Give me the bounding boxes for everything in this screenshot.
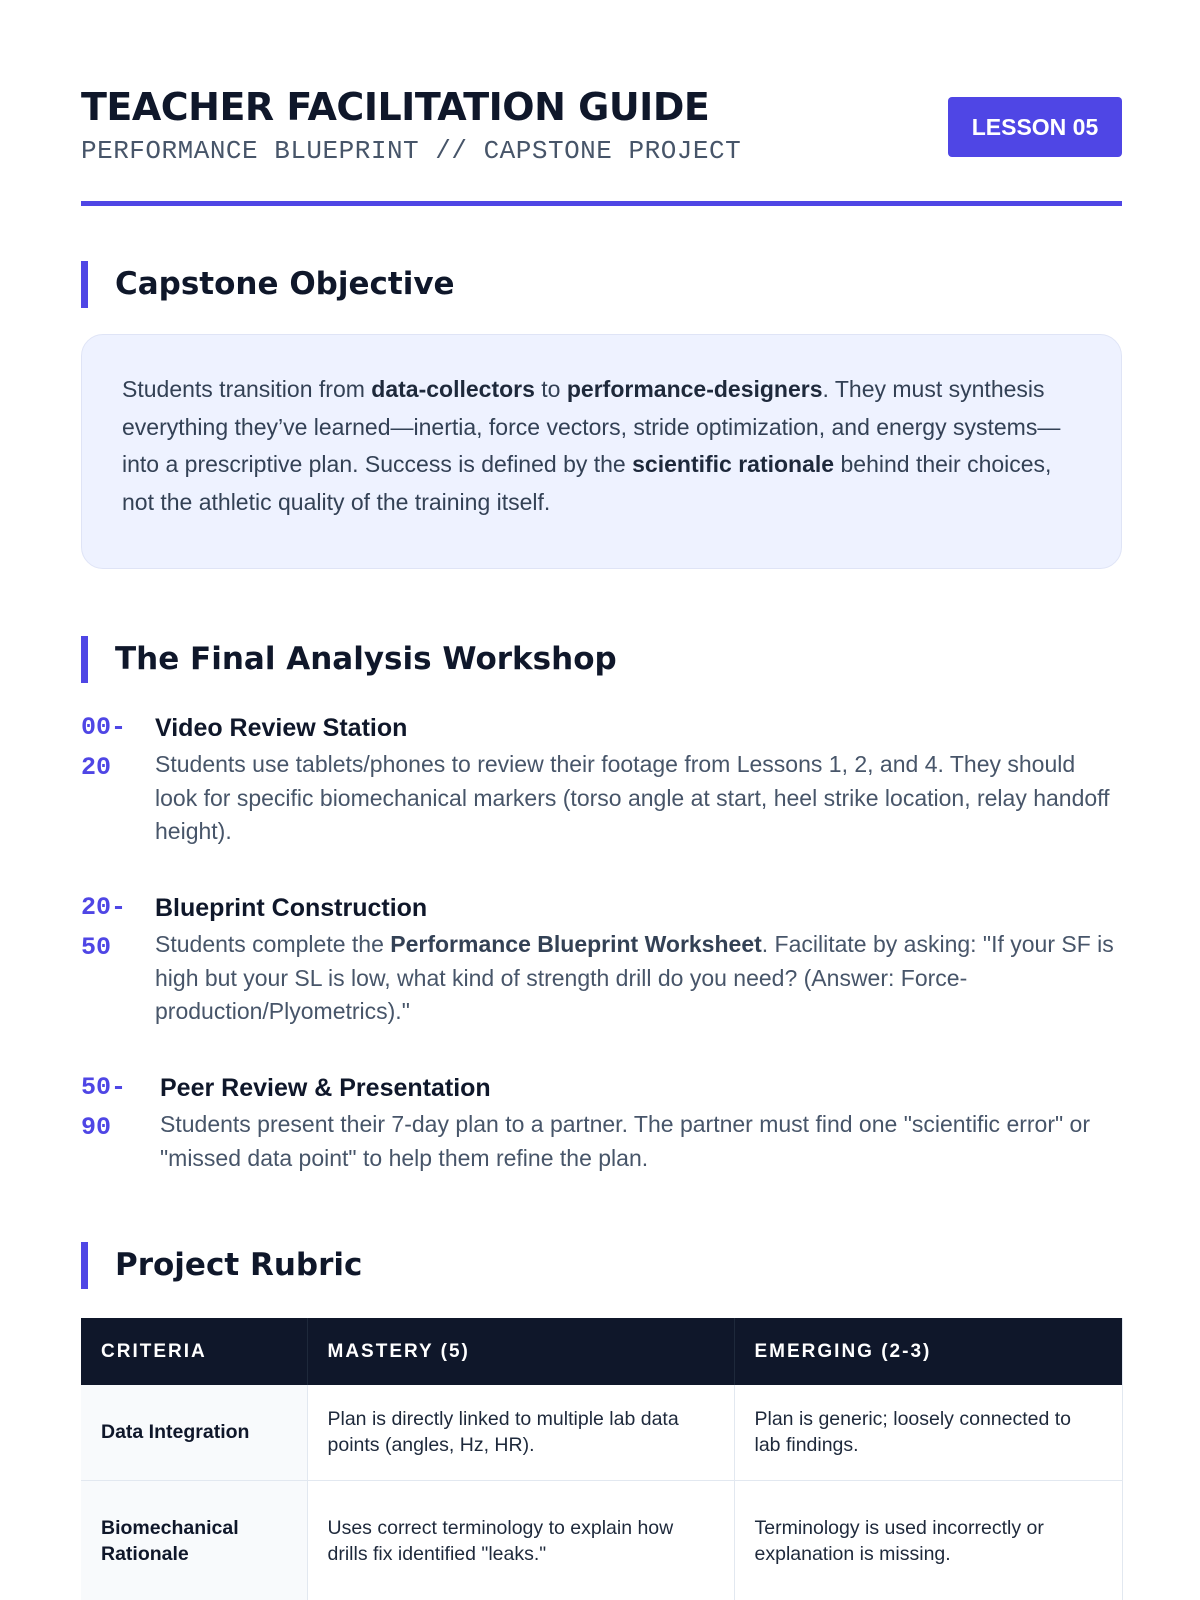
step-time-range: 50-90: [81, 1073, 127, 1142]
step-body: [155, 888, 1122, 1029]
criteria-cell: Biomechanical Rationale: [81, 1480, 307, 1600]
rubric-header-row: [81, 1318, 1122, 1385]
step-time-range: 20-50: [81, 893, 127, 962]
document-subtitle: PERFORMANCE BLUEPRINT // CAPSTONE PROJECT: [81, 136, 742, 166]
worksheet-name: Performance Blueprint Worksheet: [390, 931, 762, 957]
objective-text-run: Students transition from: [122, 376, 372, 402]
column-header-emerging: EMERGING (2-3): [734, 1318, 1122, 1385]
objective-emphasis: data-collectors: [371, 376, 535, 402]
objective-text-run: behind their choices, not the athletic quality of the training itself.: [122, 451, 1052, 515]
step-description-run: Students present their 7-day plan to a partner. The partner must find one "scientific error" or "missed data point" to help them refine the plan.: [160, 1111, 1091, 1171]
step-title: Blueprint Construction: [155, 894, 428, 922]
table-row: [81, 1385, 1122, 1480]
column-header-mastery: MASTERY (5): [307, 1318, 734, 1385]
section-heading-workshop: The Final Analysis Workshop: [81, 636, 617, 683]
lesson-badge: LESSON 05: [948, 97, 1122, 157]
step-title: Video Review Station: [155, 714, 408, 742]
step-description-run: Students use tablets/phones to review their footage from Lessons 1, 2, and 4. They should look for specific biomechanical markers (torso angle at start, heel strike location, relay handoff height).: [155, 751, 1110, 844]
column-header-criteria: CRITERIA: [81, 1318, 307, 1385]
objective-emphasis: performance-designers: [566, 376, 823, 402]
objective-emphasis: scientific rationale: [632, 451, 835, 477]
emerging-cell: Plan is generic; loosely connected to lab findings.: [734, 1385, 1122, 1480]
table-row: [81, 1480, 1122, 1600]
objective-text-run: . They must synthesis everything they’ve learned—inertia, force vectors, stride optimization, and energy systems—into a prescriptive plan. Success is defined by the: [122, 376, 1061, 477]
document-title: TEACHER FACILITATION GUIDE: [81, 85, 710, 129]
step-body: [160, 1068, 1122, 1175]
document-header: [81, 84, 1122, 206]
criteria-cell: Data Integration: [81, 1385, 307, 1480]
step-description: [155, 748, 1122, 849]
step-description: [160, 1108, 1122, 1175]
objective-text: [122, 371, 1081, 521]
mastery-cell: Plan is directly linked to multiple lab data points (angles, Hz, HR).: [307, 1385, 734, 1480]
rubric-table: [81, 1318, 1123, 1600]
objective-callout: [81, 334, 1122, 569]
section-heading-rubric: Project Rubric: [81, 1242, 362, 1289]
step-body: [155, 708, 1122, 849]
step-time-range: 00-20: [81, 713, 127, 782]
objective-text-run: to: [534, 376, 567, 402]
step-title: Peer Review & Presentation: [160, 1074, 491, 1102]
mastery-cell: Uses correct terminology to explain how drills fix identified "leaks.": [307, 1480, 734, 1600]
step-description: [155, 928, 1122, 1029]
section-heading-objective: Capstone Objective: [81, 261, 455, 308]
step-description-run: Students complete the: [155, 931, 391, 957]
emerging-cell: Terminology is used incorrectly or explanation is missing.: [734, 1480, 1122, 1600]
header-divider: [81, 201, 1122, 206]
step-description-run: . Facilitate by asking: "If your SF is high but your SL is low, what kind of strength drill do you need? (Answer: Force-production/Plyometrics).": [155, 931, 1114, 1024]
